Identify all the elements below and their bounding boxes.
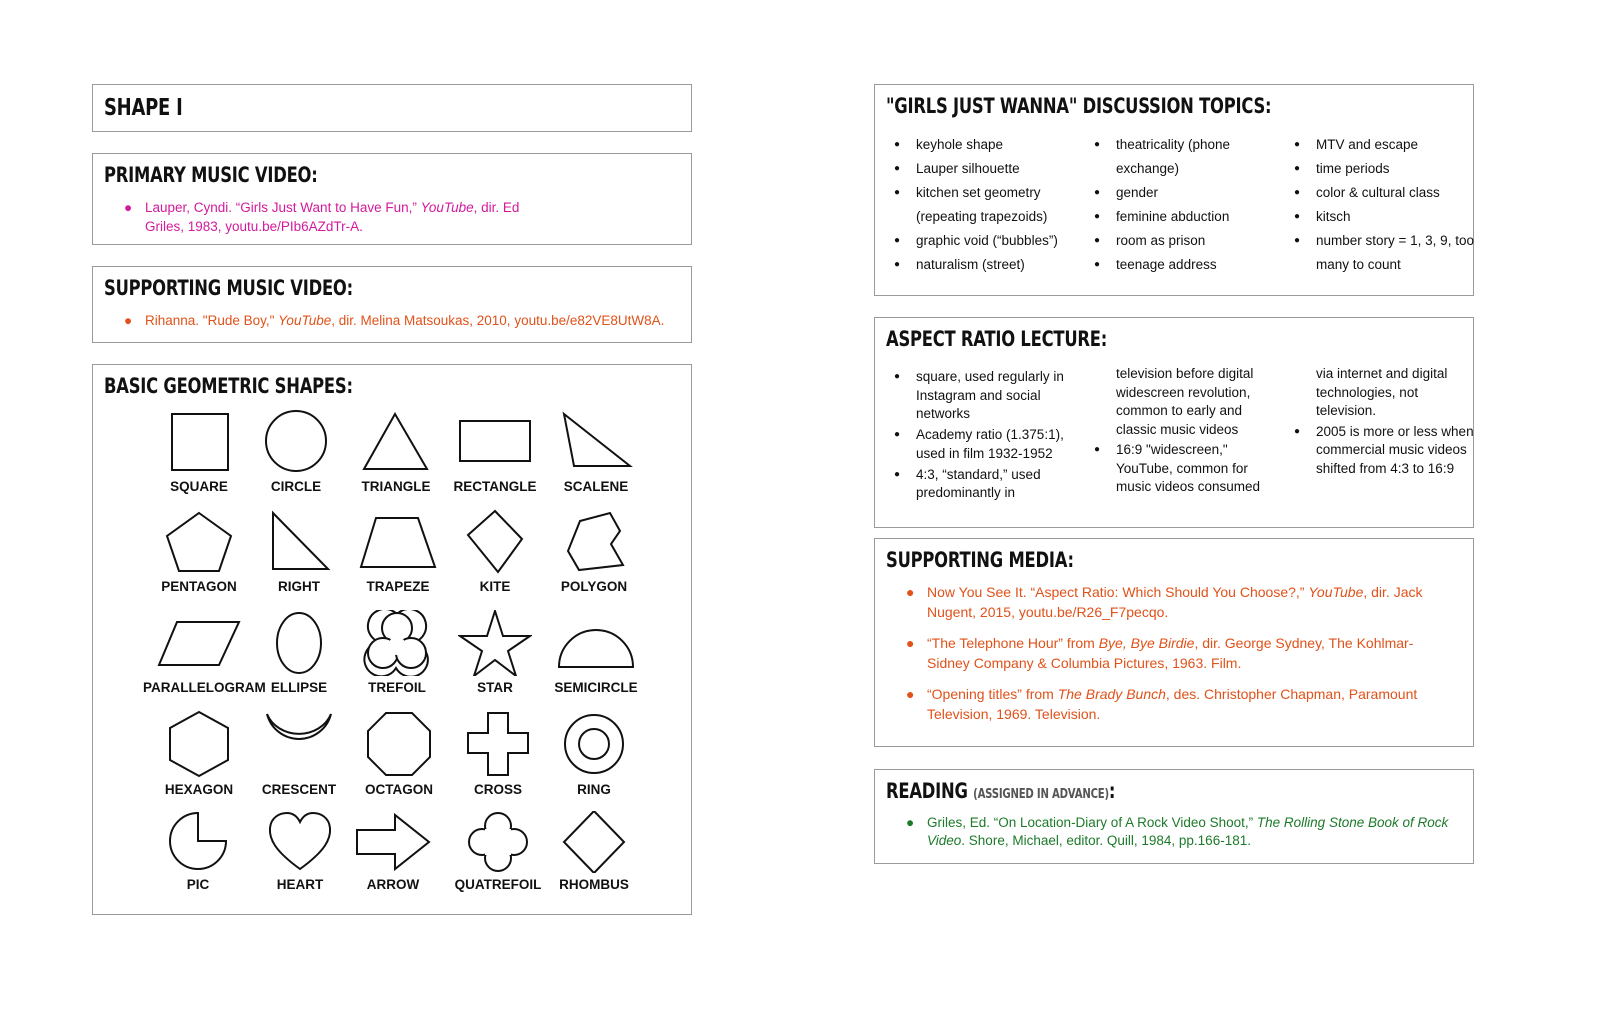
- shape-square: SQUARE: [149, 409, 249, 494]
- shape-polygon: POLYGON: [544, 509, 644, 594]
- shape-cross: CROSS: [448, 710, 548, 797]
- aspect-column-1: [894, 368, 1074, 505]
- list-item: ● gender: [1094, 181, 1274, 205]
- title-box: [92, 84, 692, 132]
- shape-parallelogram: PARALLELOGRAM: [149, 610, 249, 695]
- list-item: ● 4:3, “standard,” used predominantly in: [894, 466, 1074, 503]
- reading-box: [874, 769, 1474, 864]
- rectangle-icon: [457, 409, 533, 475]
- list-item: ● naturalism (street): [894, 253, 1074, 277]
- crescent-icon: [263, 710, 335, 778]
- trapeze-icon: [358, 509, 438, 575]
- reading-citation: ● Griles, Ed. “On Location-Diary of A Rock Video Shoot,” The Rolling Stone Book of Rock Video. Shore, Michael, editor. Quill, 1984, pp.166-181.: [906, 815, 1449, 848]
- discussion-column-3: [1294, 133, 1474, 277]
- list-item: ● 2005 is more or less when commercial music videos shifted from 4:3 to 16:9: [1294, 423, 1474, 479]
- shape-hexagon: HEXAGON: [149, 710, 249, 797]
- bullet: ●: [124, 200, 133, 215]
- quatrefoil-icon: [463, 811, 533, 873]
- aspect-continued-text: via internet and digital technologies, not television.: [1316, 366, 1448, 418]
- heart-icon: [265, 811, 335, 873]
- list-item: ● kitsch: [1294, 205, 1474, 229]
- primary-music-video-citation: ● Lauper, Cyndi. “Girls Just Want to Have Fun,” YouTube, dir. Ed Griles, 1983, youtu.be/PIb6AZdTr-A.: [124, 200, 520, 234]
- supporting-music-video-heading: SUPPORTING MUSIC VIDEO:: [104, 276, 353, 300]
- supporting-media-list: [906, 582, 1447, 735]
- media-citation: ● “Opening titles” from The Brady Bunch, des. Christopher Chapman, Paramount Television, 1969. Television.: [906, 686, 1418, 722]
- arrow-icon: [353, 811, 433, 873]
- geometric-shapes-box: [92, 364, 692, 915]
- supporting-media-heading: SUPPORTING MEDIA:: [886, 548, 1074, 572]
- list-item: ● color & cultural class: [1294, 181, 1474, 205]
- list-item: ● room as prison: [1094, 229, 1274, 253]
- discussion-topics-box: [874, 84, 1474, 296]
- list-item: ● Academy ratio (1.375:1), used in film 1932-1952: [894, 426, 1074, 463]
- shape-ring: RING: [544, 710, 644, 797]
- shape-quatrefoil: QUATREFOIL: [448, 811, 548, 892]
- shape-triangle: TRIANGLE: [346, 409, 446, 494]
- shape-rhombus: RHOMBUS: [544, 811, 644, 892]
- discussion-topics-heading: "GIRLS JUST WANNA" DISCUSSION TOPICS:: [886, 94, 1272, 118]
- list-item: ● square, used regularly in Instagram and social networks: [894, 368, 1074, 424]
- kite-icon: [460, 509, 530, 575]
- supporting-media-box: [874, 538, 1474, 747]
- shape-circle: CIRCLE: [246, 409, 346, 494]
- polygon-icon: [559, 509, 629, 575]
- aspect-ratio-box: [874, 317, 1474, 528]
- trefoil-icon: [362, 610, 432, 676]
- semicircle-icon: [556, 610, 636, 676]
- list-item: ● number story = 1, 3, 9, too many to count: [1294, 229, 1476, 277]
- pentagon-icon: [164, 509, 234, 575]
- shape-heart: HEART: [250, 811, 350, 892]
- cross-icon: [463, 710, 533, 778]
- star-icon: [458, 610, 532, 676]
- shape-trefoil: TREFOIL: [347, 610, 447, 695]
- shape-semicircle: SEMICIRCLE: [546, 610, 646, 695]
- list-item: ● feminine abduction: [1094, 205, 1274, 229]
- ring-icon: [559, 710, 629, 778]
- discussion-column-1: [894, 133, 1074, 277]
- ellipse-icon: [264, 610, 334, 676]
- list-item: ● 16:9 "widescreen," YouTube, common for music videos consumed: [1094, 441, 1274, 497]
- list-item: ● graphic void (“bubbles”): [894, 229, 1074, 253]
- shape-rectangle: RECTANGLE: [445, 409, 545, 494]
- list-item: ● time periods: [1294, 157, 1474, 181]
- aspect-continued-text: television before digital widescreen revolution, common to early and classic music videos: [1116, 366, 1254, 437]
- list-item: ● theatricality (phone exchange): [1094, 133, 1246, 181]
- pie-icon: [163, 811, 233, 873]
- shape-crescent: CRESCENT: [249, 710, 349, 797]
- list-item: ● Lauper silhouette: [894, 157, 1074, 181]
- shape-octagon: OCTAGON: [349, 710, 449, 797]
- primary-music-video-heading: PRIMARY MUSIC VIDEO:: [104, 163, 318, 187]
- octagon-icon: [364, 710, 434, 778]
- circle-icon: [261, 409, 331, 475]
- supporting-music-video-box: [92, 266, 692, 343]
- shape-trapeze: TRAPEZE: [348, 509, 448, 594]
- aspect-column-3: [1294, 365, 1474, 481]
- shape-ellipse: ELLIPSE: [249, 610, 349, 695]
- shape-scalene: SCALENE: [546, 409, 646, 494]
- aspect-column-2: [1094, 365, 1274, 499]
- reading-heading: READING (ASSIGNED IN ADVANCE):: [886, 779, 1116, 803]
- shape-arrow: ARROW: [343, 811, 443, 892]
- primary-music-video-box: [92, 153, 692, 245]
- geometric-shapes-heading: BASIC GEOMETRIC SHAPES:: [104, 374, 353, 398]
- list-item: ● MTV and escape: [1294, 133, 1474, 157]
- shape-right: RIGHT: [249, 509, 349, 594]
- right-triangle-icon: [264, 509, 334, 575]
- list-item: ● keyhole shape: [894, 133, 1074, 157]
- rhombus-icon: [559, 811, 629, 873]
- discussion-column-2: [1094, 133, 1274, 277]
- shape-kite: KITE: [445, 509, 545, 594]
- parallelogram-icon: [157, 610, 241, 676]
- shape-pie: PIC: [148, 811, 248, 892]
- list-item: ● kitchen set geometry (repeating trapezoids): [894, 181, 1076, 229]
- bullet: ●: [124, 313, 133, 328]
- aspect-ratio-heading: ASPECT RATIO LECTURE:: [886, 327, 1108, 351]
- page-title: SHAPE I: [104, 95, 183, 121]
- supporting-music-video-citation: ● Rihanna. "Rude Boy," YouTube, dir. Melina Matsoukas, 2010, youtu.be/e82VE8UtW8A.: [124, 313, 665, 328]
- hexagon-icon: [164, 710, 234, 778]
- scalene-icon: [558, 409, 634, 475]
- shape-pentagon: PENTAGON: [149, 509, 249, 594]
- media-citation: ● Now You See It. “Aspect Ratio: Which Should You Choose?,” YouTube, dir. Jack Nugent, 2015, youtu.be/R26_F7pecqo.: [906, 584, 1423, 620]
- list-item: ● teenage address: [1094, 253, 1274, 277]
- media-citation: ● “The Telephone Hour” from Bye, Bye Birdie, dir. George Sydney, The Kohlmar-Sidney Company & Columbia Pictures, 1963. Film.: [906, 635, 1414, 671]
- shape-star: STAR: [445, 610, 545, 695]
- square-icon: [164, 409, 234, 475]
- triangle-icon: [361, 409, 431, 475]
